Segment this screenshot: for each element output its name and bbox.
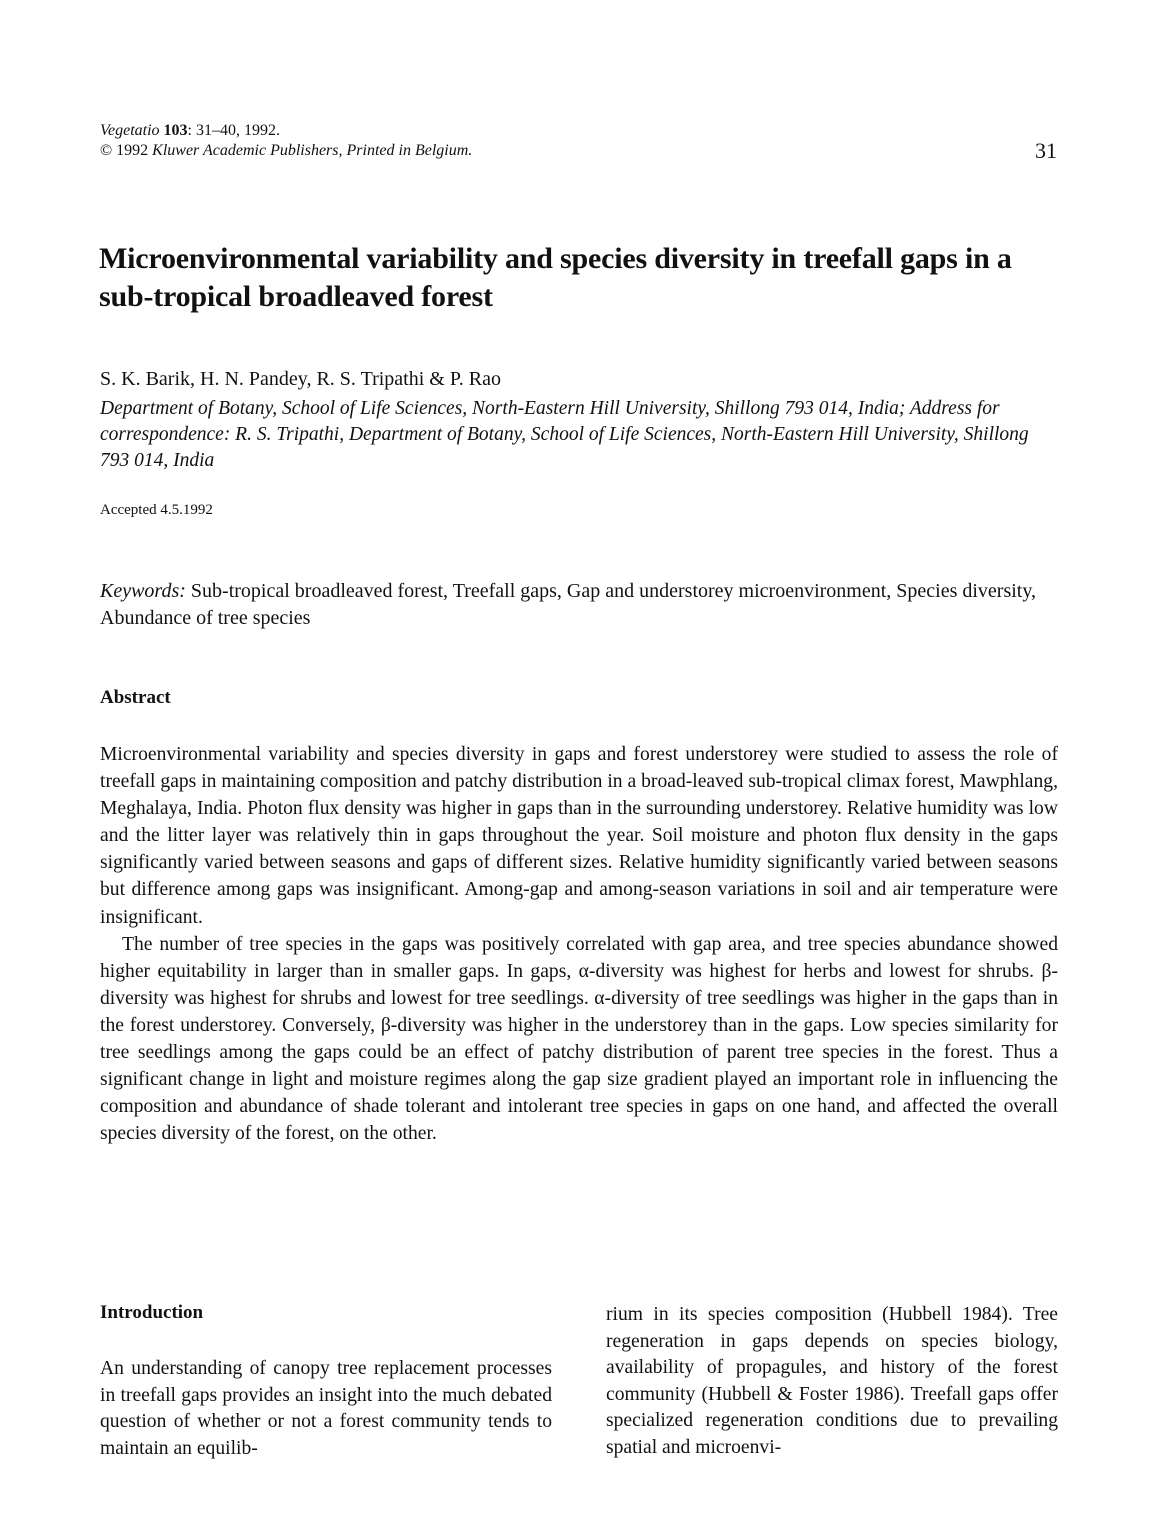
abstract-heading: Abstract (100, 687, 171, 708)
accepted-date: Accepted 4.5.1992 (100, 502, 213, 518)
left-column (100, 1300, 552, 1462)
citation-line (100, 121, 472, 141)
page-number: 31 (1035, 138, 1057, 163)
abstract-body (100, 741, 1058, 1147)
right-column (606, 1302, 1058, 1462)
paper-title: Microenvironmental variability and species diversity in treefall gaps in a sub-tropical broadleaved forest (99, 242, 1012, 313)
copyright-year: © 1992 (100, 142, 149, 159)
introduction-heading: Introduction (100, 1302, 204, 1323)
affiliation: Department of Botany, School of Life Sciences, North-Eastern Hill University, Shillong 793 014, India; Address for correspondence: R. S. Tripathi, Department of Botany, School of Life Sciences, North-Eastern Hill University, Shillong 793 014, India (100, 398, 1029, 471)
journal-name: Vegetatio (100, 122, 160, 139)
author-list: S. K. Barik, H. N. Pandey, R. S. Tripathi & P. Rao (100, 368, 501, 390)
journal-header (100, 121, 472, 161)
introduction-left-text: An understanding of canopy tree replacement processes in treefall gaps provides an insight into the much debated question of whether or not a forest community tends to maintain an equilib- (100, 1358, 552, 1459)
publisher: Kluwer Academic Publishers, Printed in Belgium. (152, 142, 473, 159)
keywords-text: Sub-tropical broadleaved forest, Treefall gaps, Gap and understorey microenvironment, Species diversity, Abundance of tree species (100, 580, 1037, 629)
journal-volume: 103 (163, 122, 188, 139)
keywords-label: Keywords: (100, 580, 186, 602)
keywords (100, 578, 1060, 632)
introduction-right-text: rium in its species composition (Hubbell 1984). Tree regeneration in gaps depends on species biology, availability of propagules, and history of the forest community (Hubbell & Foster 1986). Treefall gaps offer specialized regeneration conditions due to prevailing spatial and microenvi- (606, 1304, 1058, 1458)
abstract-paragraph-2: The number of tree species in the gaps was positively correlated with gap area, and tree species abundance showed higher equitability in larger than in smaller gaps. In gaps, α-diversity was highest for herbs and lowest for shrubs. β-diversity was highest for shrubs and lowest for tree seedlings. α-diversity of tree seedlings was higher in the gaps than in the forest understorey. Conversely, β-diversity was higher in the understorey than in the gaps. Low species similarity for tree seedlings among the gaps could be an effect of patchy distribution of parent tree species in the forest. Thus a significant change in light and moisture regimes along the gap size gradient played an important role in influencing the composition and abundance of shade tolerant and intolerant tree species in gaps on one hand, and affected the overall species diversity of the forest, on the other. (100, 933, 1058, 1145)
journal-pages-year: : 31–40, 1992. (187, 122, 280, 139)
abstract-paragraph-1: Microenvironmental variability and species diversity in gaps and forest understorey were studied to assess the role of treefall gaps in maintaining composition and patchy distribution in a broad-leaved sub-tropical climax forest, Mawphlang, Meghalaya, India. Photon flux density was higher in gaps than in the surrounding understorey. Relative humidity was low and the litter layer was relatively thin in gaps throughout the year. Soil moisture and photon flux density in the gaps significantly varied between seasons and gaps of different sizes. Relative humidity significantly varied between seasons but difference among gaps was insignificant. Among-gap and among-season variations in soil and air temperature were insignificant. (100, 744, 1058, 928)
copyright-line (100, 141, 472, 161)
